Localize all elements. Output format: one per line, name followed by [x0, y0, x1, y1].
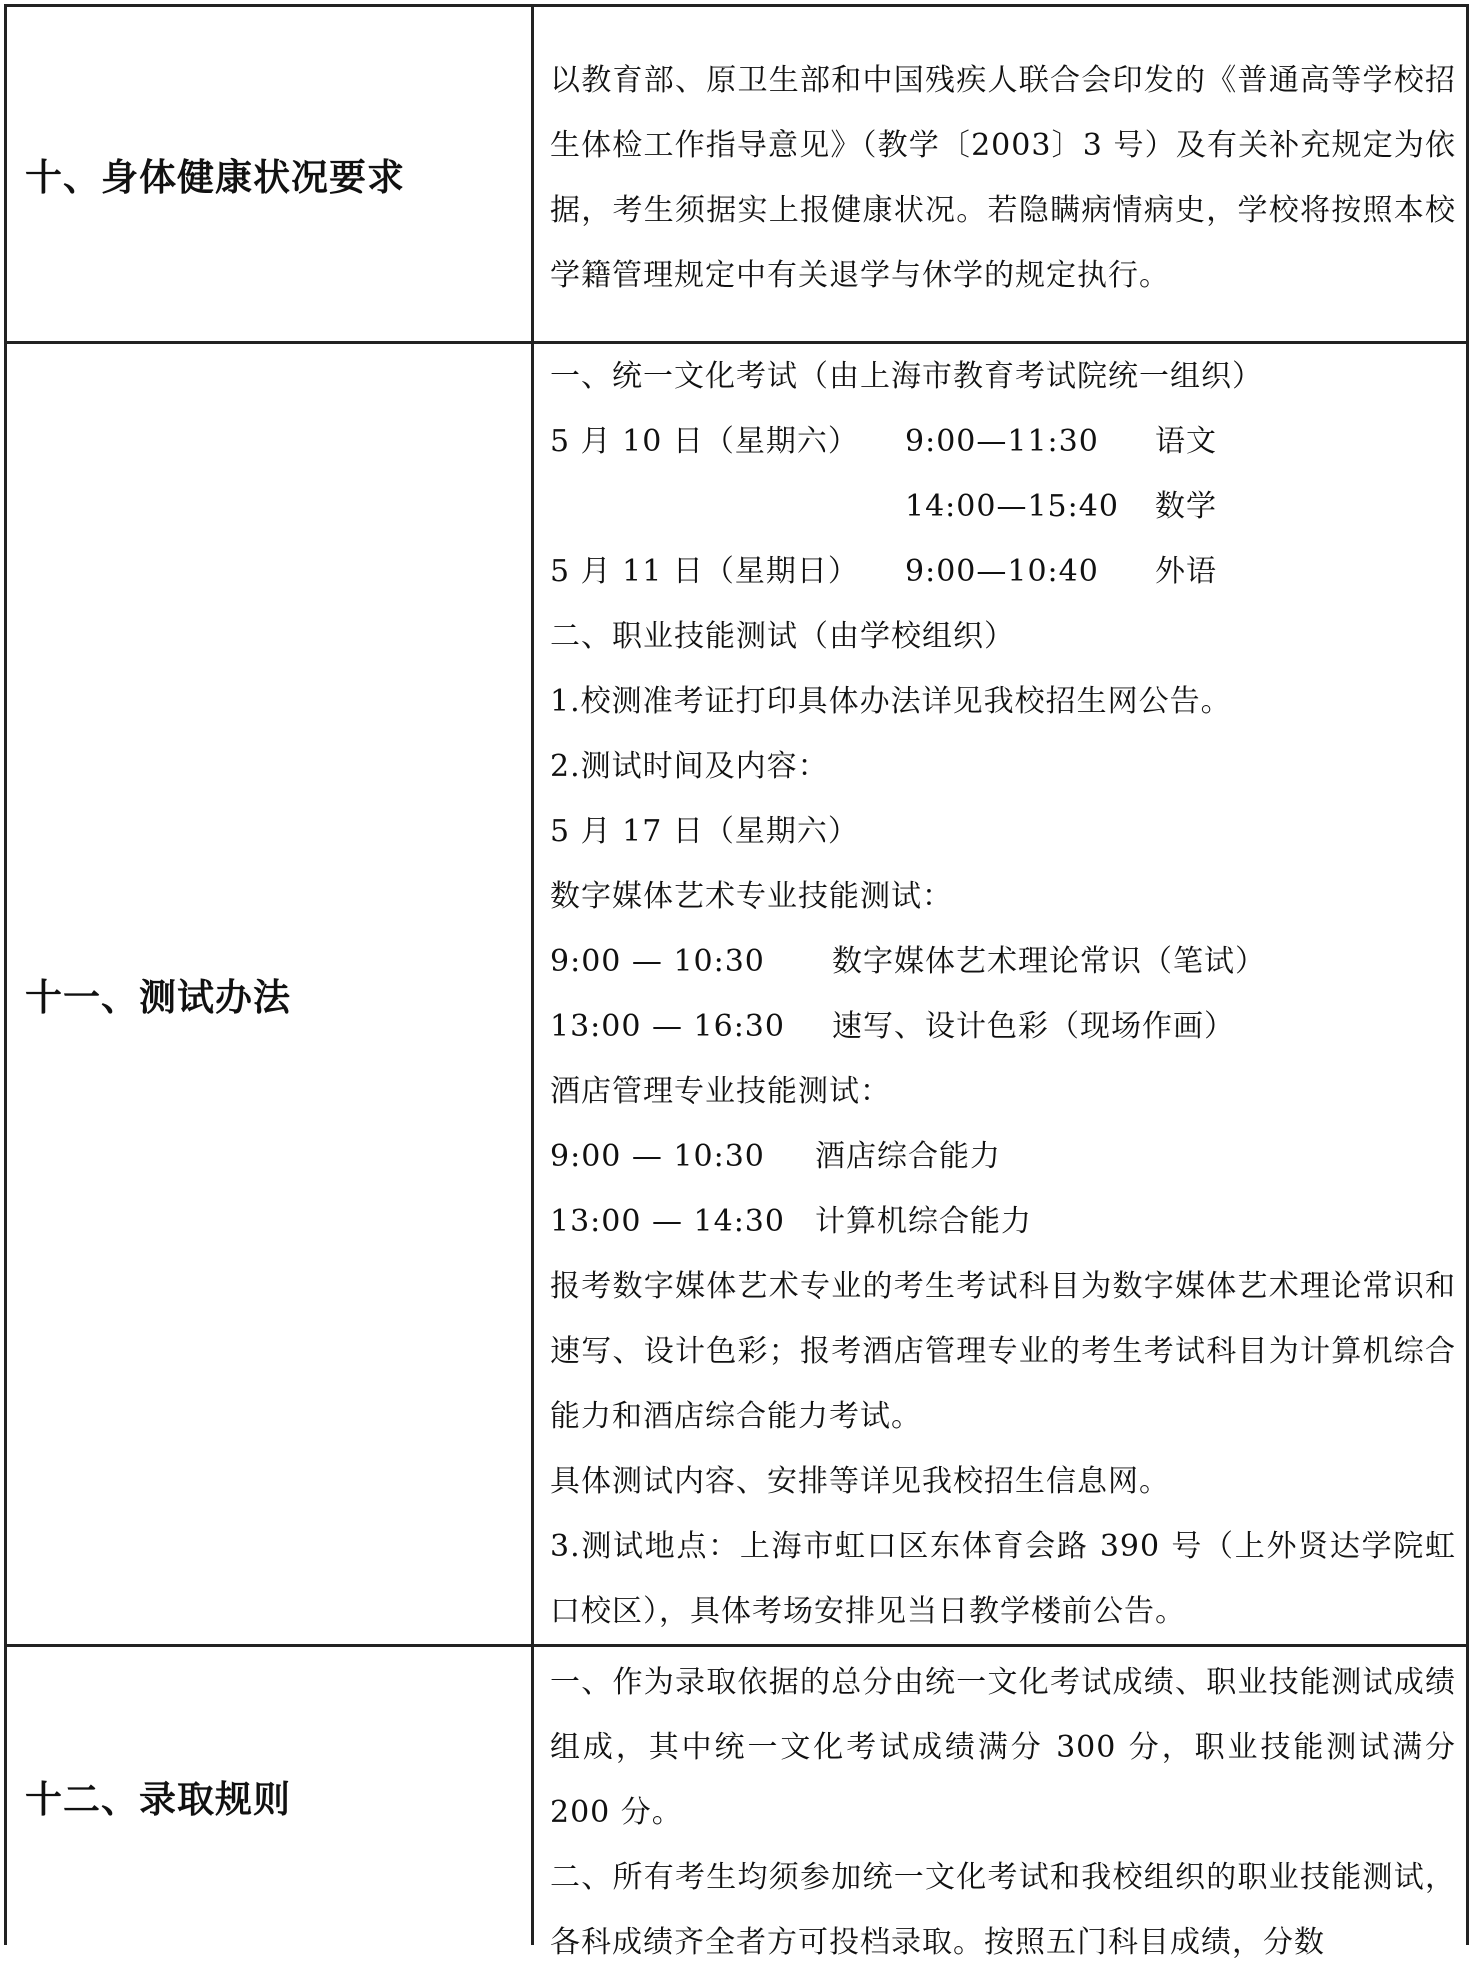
table-row	[6, 6, 1468, 343]
exam-heading: 一、统一文化考试（由上海市教育考试院统一组织）	[550, 359, 1263, 394]
exam-schedule-row	[550, 474, 1456, 539]
dma-schedule-row	[550, 929, 1456, 994]
dma-schedule-row	[550, 994, 1456, 1059]
test-subject: 数字媒体艺术理论常识（笔试）	[832, 944, 1266, 979]
section-content-cell	[533, 1646, 1468, 1960]
exam-subject: 外语	[1155, 554, 1217, 589]
exam-date: 5 月 11 日（星期日）	[550, 554, 859, 589]
exam-date	[550, 474, 905, 539]
test-time: 9:00 — 10:30	[550, 944, 765, 979]
test-time: 9:00 — 10:30	[550, 1139, 765, 1174]
admission-rules-table	[4, 4, 1469, 1960]
exam-schedule-row	[550, 409, 1456, 474]
exam-subject: 语文	[1155, 424, 1217, 459]
test-subject: 速写、设计色彩（现场作画）	[832, 1009, 1235, 1044]
table-row	[6, 343, 1468, 1646]
hotel-schedule-row	[550, 1189, 1456, 1254]
admission-ticket-note: 1.校测准考证打印具体办法详见我校招生网公告。	[550, 684, 1232, 719]
skills-heading: 二、职业技能测试（由学校组织）	[550, 619, 1015, 654]
hotel-heading: 酒店管理专业技能测试：	[550, 1074, 891, 1109]
test-time: 13:00 — 16:30	[550, 1009, 785, 1044]
exam-date: 5 月 10 日（星期六）	[550, 424, 859, 459]
health-requirements-text: 以教育部、原卫生部和中国残疾人联合会印发的《普通高等学校招生体检工作指导意见》（教学〔2003〕3 号）及有关补充规定为依据，考生须据实上报健康状况。若隐瞒病情病史，学校将按照本校学籍管理规定中有关退学与休学的规定执行。	[550, 63, 1456, 293]
test-location-note: 3.测试地点：上海市虹口区东体育会路 390 号（上外贤达学院虹口校区），具体考场安排见当日教学楼前公告。	[550, 1529, 1456, 1629]
exam-time: 9:00—10:40	[905, 554, 1099, 589]
admission-rule-paragraph: 二、所有考生均须参加统一文化考试和我校组织的职业技能测试，各科成绩齐全者方可投档录取。按照五门科目成绩，分数	[550, 1860, 1456, 1960]
test-subject: 酒店综合能力	[815, 1139, 1001, 1174]
exam-time: 9:00—11:30	[905, 424, 1099, 459]
section-title: 十、身体健康状况要求	[25, 156, 405, 199]
exam-schedule-row	[550, 539, 1456, 604]
admission-rule-paragraph: 一、作为录取依据的总分由统一文化考试成绩、职业技能测试成绩组成，其中统一文化考试成绩满分 300 分，职业技能测试满分 200 分。	[550, 1665, 1456, 1830]
section-content-cell	[533, 6, 1468, 343]
section-title: 十二、录取规则	[25, 1778, 291, 1821]
test-time-heading: 2.测试时间及内容：	[550, 749, 829, 784]
section-title-cell	[6, 6, 533, 343]
dma-heading: 数字媒体艺术专业技能测试：	[550, 879, 953, 914]
section-content-cell	[533, 343, 1468, 1646]
hotel-schedule-row	[550, 1124, 1456, 1189]
details-note: 具体测试内容、安排等详见我校招生信息网。	[550, 1464, 1170, 1499]
subjects-note: 报考数字媒体艺术专业的考生考试科目为数字媒体艺术理论常识和速写、设计色彩；报考酒店管理专业的考生考试科目为计算机综合能力和酒店综合能力考试。	[550, 1269, 1456, 1434]
section-title-cell	[6, 1646, 533, 1946]
exam-subject: 数学	[1155, 489, 1217, 524]
skills-test-date: 5 月 17 日（星期六）	[550, 814, 859, 849]
table-row	[6, 1646, 1468, 1946]
test-subject: 计算机综合能力	[815, 1204, 1032, 1239]
test-time: 13:00 — 14:30	[550, 1204, 785, 1239]
section-title: 十一、测试办法	[25, 976, 291, 1019]
section-title-cell	[6, 343, 533, 1646]
exam-time: 14:00—15:40	[905, 489, 1119, 524]
